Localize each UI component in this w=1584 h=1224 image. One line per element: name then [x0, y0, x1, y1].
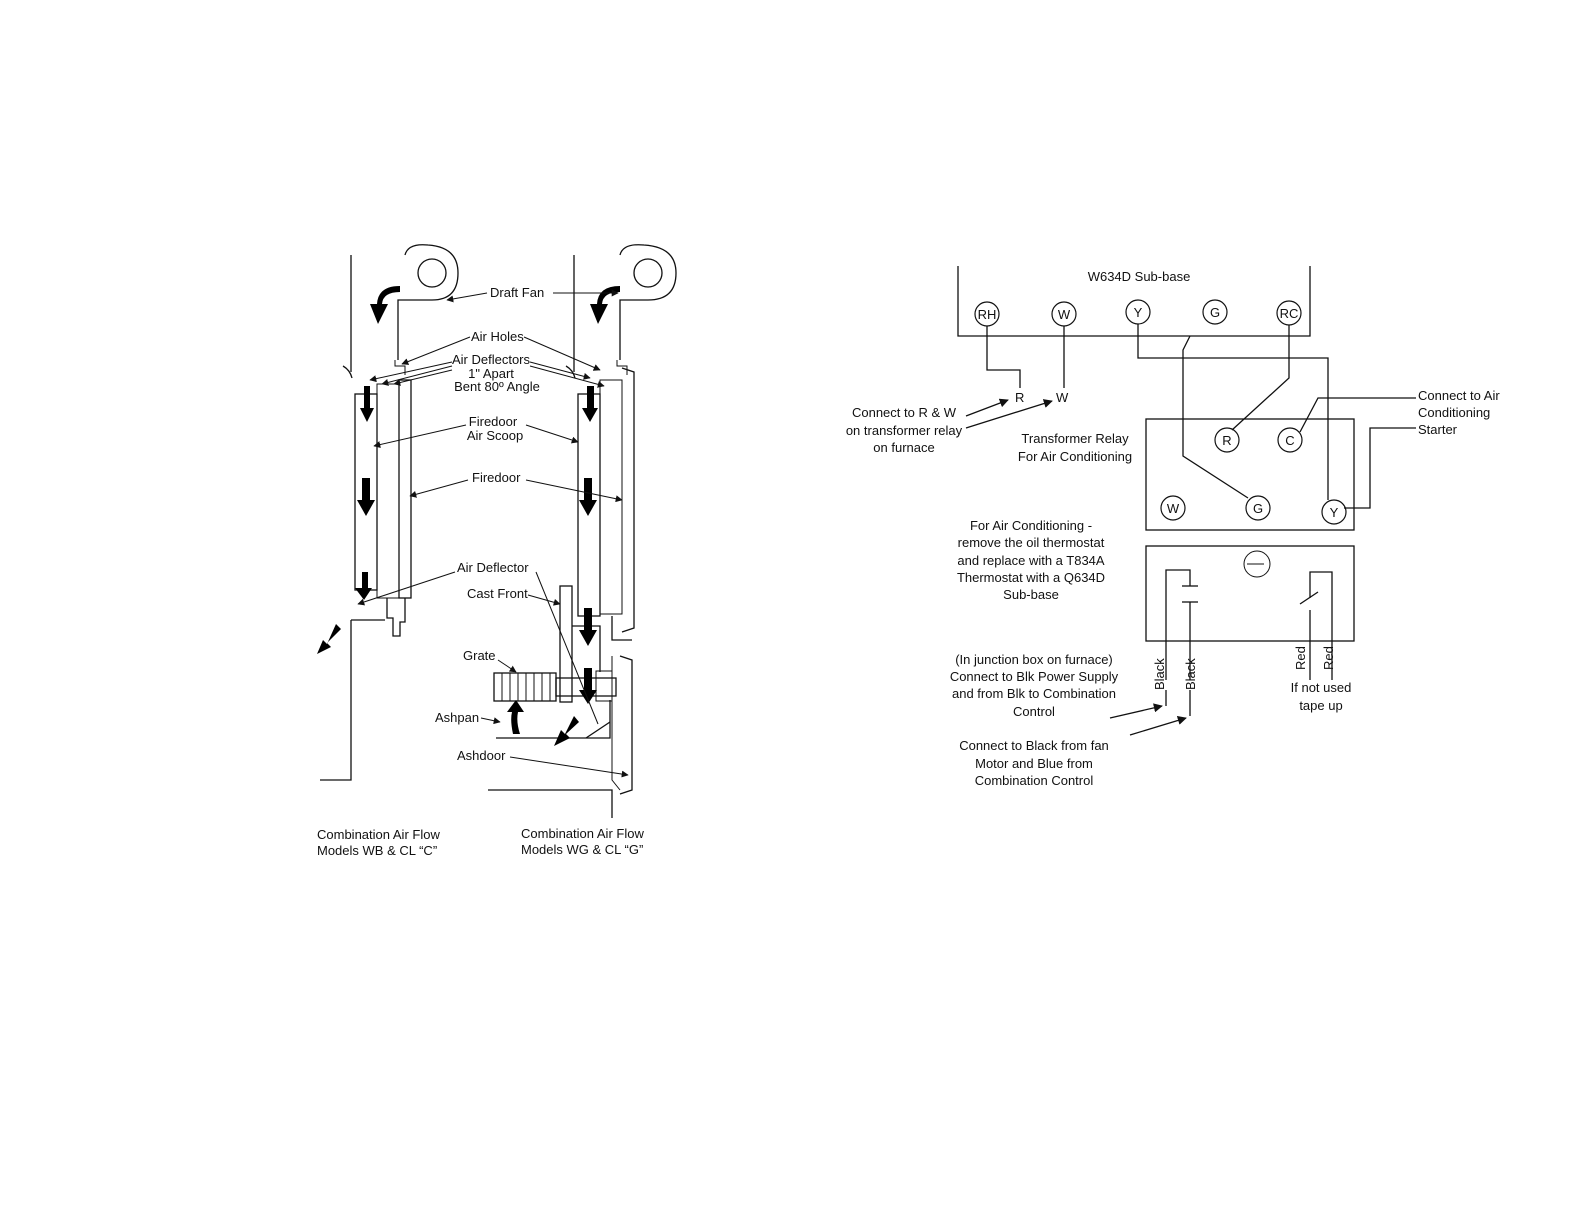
connect-rw-line-3: on furnace: [873, 440, 935, 455]
wire-r-label: R: [1015, 390, 1025, 405]
terminal-rc-label: RC: [1279, 306, 1299, 321]
ashpan-label: Ashpan: [435, 710, 480, 725]
subbase-terminals: [975, 300, 1301, 326]
unused-note-line-1: If not used: [1290, 680, 1352, 695]
for-ac-note-line-4: Thermostat with a Q634D: [956, 570, 1106, 585]
transformer-relay-line-1: Transformer Relay: [1021, 431, 1129, 446]
air-deflectors-label-1: Air Deflectors: [451, 352, 531, 367]
relay-terminals: [1161, 428, 1346, 524]
draft-fan-label: Draft Fan: [490, 285, 545, 300]
for-ac-note-line-3: and replace with a T834A: [957, 553, 1105, 568]
air-flow-diagram: [317, 245, 676, 858]
relay-terminal-r-label: R: [1222, 433, 1232, 448]
firedoor-air-scoop-label-1: Firedoor: [468, 414, 518, 429]
subbase-title: W634D Sub-base: [1087, 269, 1191, 284]
connect-ac-line-3: Starter: [1418, 422, 1458, 437]
air-deflectors-label-3: Bent 80º Angle: [454, 379, 540, 394]
wire-color-red-1: Red: [1293, 646, 1308, 670]
terminal-g-label: G: [1209, 305, 1221, 320]
air-holes-label: Air Holes: [471, 329, 524, 344]
terminal-rh-label: RH: [977, 307, 997, 322]
for-ac-note-line-1: For Air Conditioning -: [969, 518, 1093, 533]
caption-right-line-2: Models WG & CL “G”: [521, 842, 644, 857]
wire-w-label: W: [1056, 390, 1069, 405]
terminal-w-label: W: [1057, 307, 1071, 322]
transformer-relay-line-2: For Air Conditioning: [1017, 449, 1133, 464]
unused-note-line-2: tape up: [1299, 698, 1343, 713]
for-ac-note-line-2: remove the oil thermostat: [957, 535, 1105, 550]
fan-note-line-2: Motor and Blue from: [975, 756, 1093, 771]
cast-front-label: Cast Front: [467, 586, 528, 601]
wire-color-red-2: Red: [1321, 646, 1336, 670]
air-deflectors-label-2: 1" Apart: [468, 366, 514, 381]
connect-ac-line-2: Conditioning: [1418, 405, 1491, 420]
grate-label: Grate: [463, 648, 496, 663]
fan-note-line-1: Connect to Black from fan: [959, 738, 1109, 753]
relay-terminal-g-label: G: [1252, 501, 1264, 516]
junction-note-line-2: Connect to Blk Power Supply: [949, 669, 1119, 684]
wire-color-black-2: Black: [1183, 658, 1198, 690]
junction-note-line-1: (In junction box on furnace): [955, 652, 1113, 667]
combination-control-box: [1146, 546, 1354, 641]
wiring-diagram: [846, 266, 1500, 788]
terminal-y-label: Y: [1133, 305, 1143, 320]
connect-ac-line-1: Connect to Air: [1418, 388, 1500, 403]
air-deflector-label: Air Deflector: [457, 560, 529, 575]
firedoor-air-scoop-label-2: Air Scoop: [466, 428, 524, 443]
wiring-notes: [846, 388, 1500, 788]
for-ac-note-line-5: Sub-base: [1003, 587, 1059, 602]
firedoor-label: Firedoor: [472, 470, 521, 485]
ashdoor-label: Ashdoor: [457, 748, 506, 763]
air-flow-labels: [317, 285, 644, 858]
relay-terminal-y-label: Y: [1329, 505, 1339, 520]
connect-rw-line-2: on transformer relay: [845, 423, 963, 438]
wire-color-black-1: Black: [1152, 658, 1167, 690]
grate-bars: [502, 673, 550, 701]
junction-note-line-3: and from Blk to Combination: [951, 686, 1117, 701]
left-unit-outline: [320, 245, 458, 780]
caption-left-line-2: Models WB & CL “C”: [317, 843, 438, 858]
fan-note-line-3: Combination Control: [974, 773, 1094, 788]
junction-note-line-4: Control: [1013, 704, 1055, 719]
caption-left-line-1: Combination Air Flow: [317, 827, 440, 842]
connect-rw-line-1: Connect to R & W: [851, 405, 957, 420]
relay-terminal-w-label: W: [1166, 501, 1180, 516]
wires: [966, 324, 1416, 508]
caption-right-line-1: Combination Air Flow: [521, 826, 644, 841]
relay-terminal-c-label: C: [1285, 433, 1295, 448]
